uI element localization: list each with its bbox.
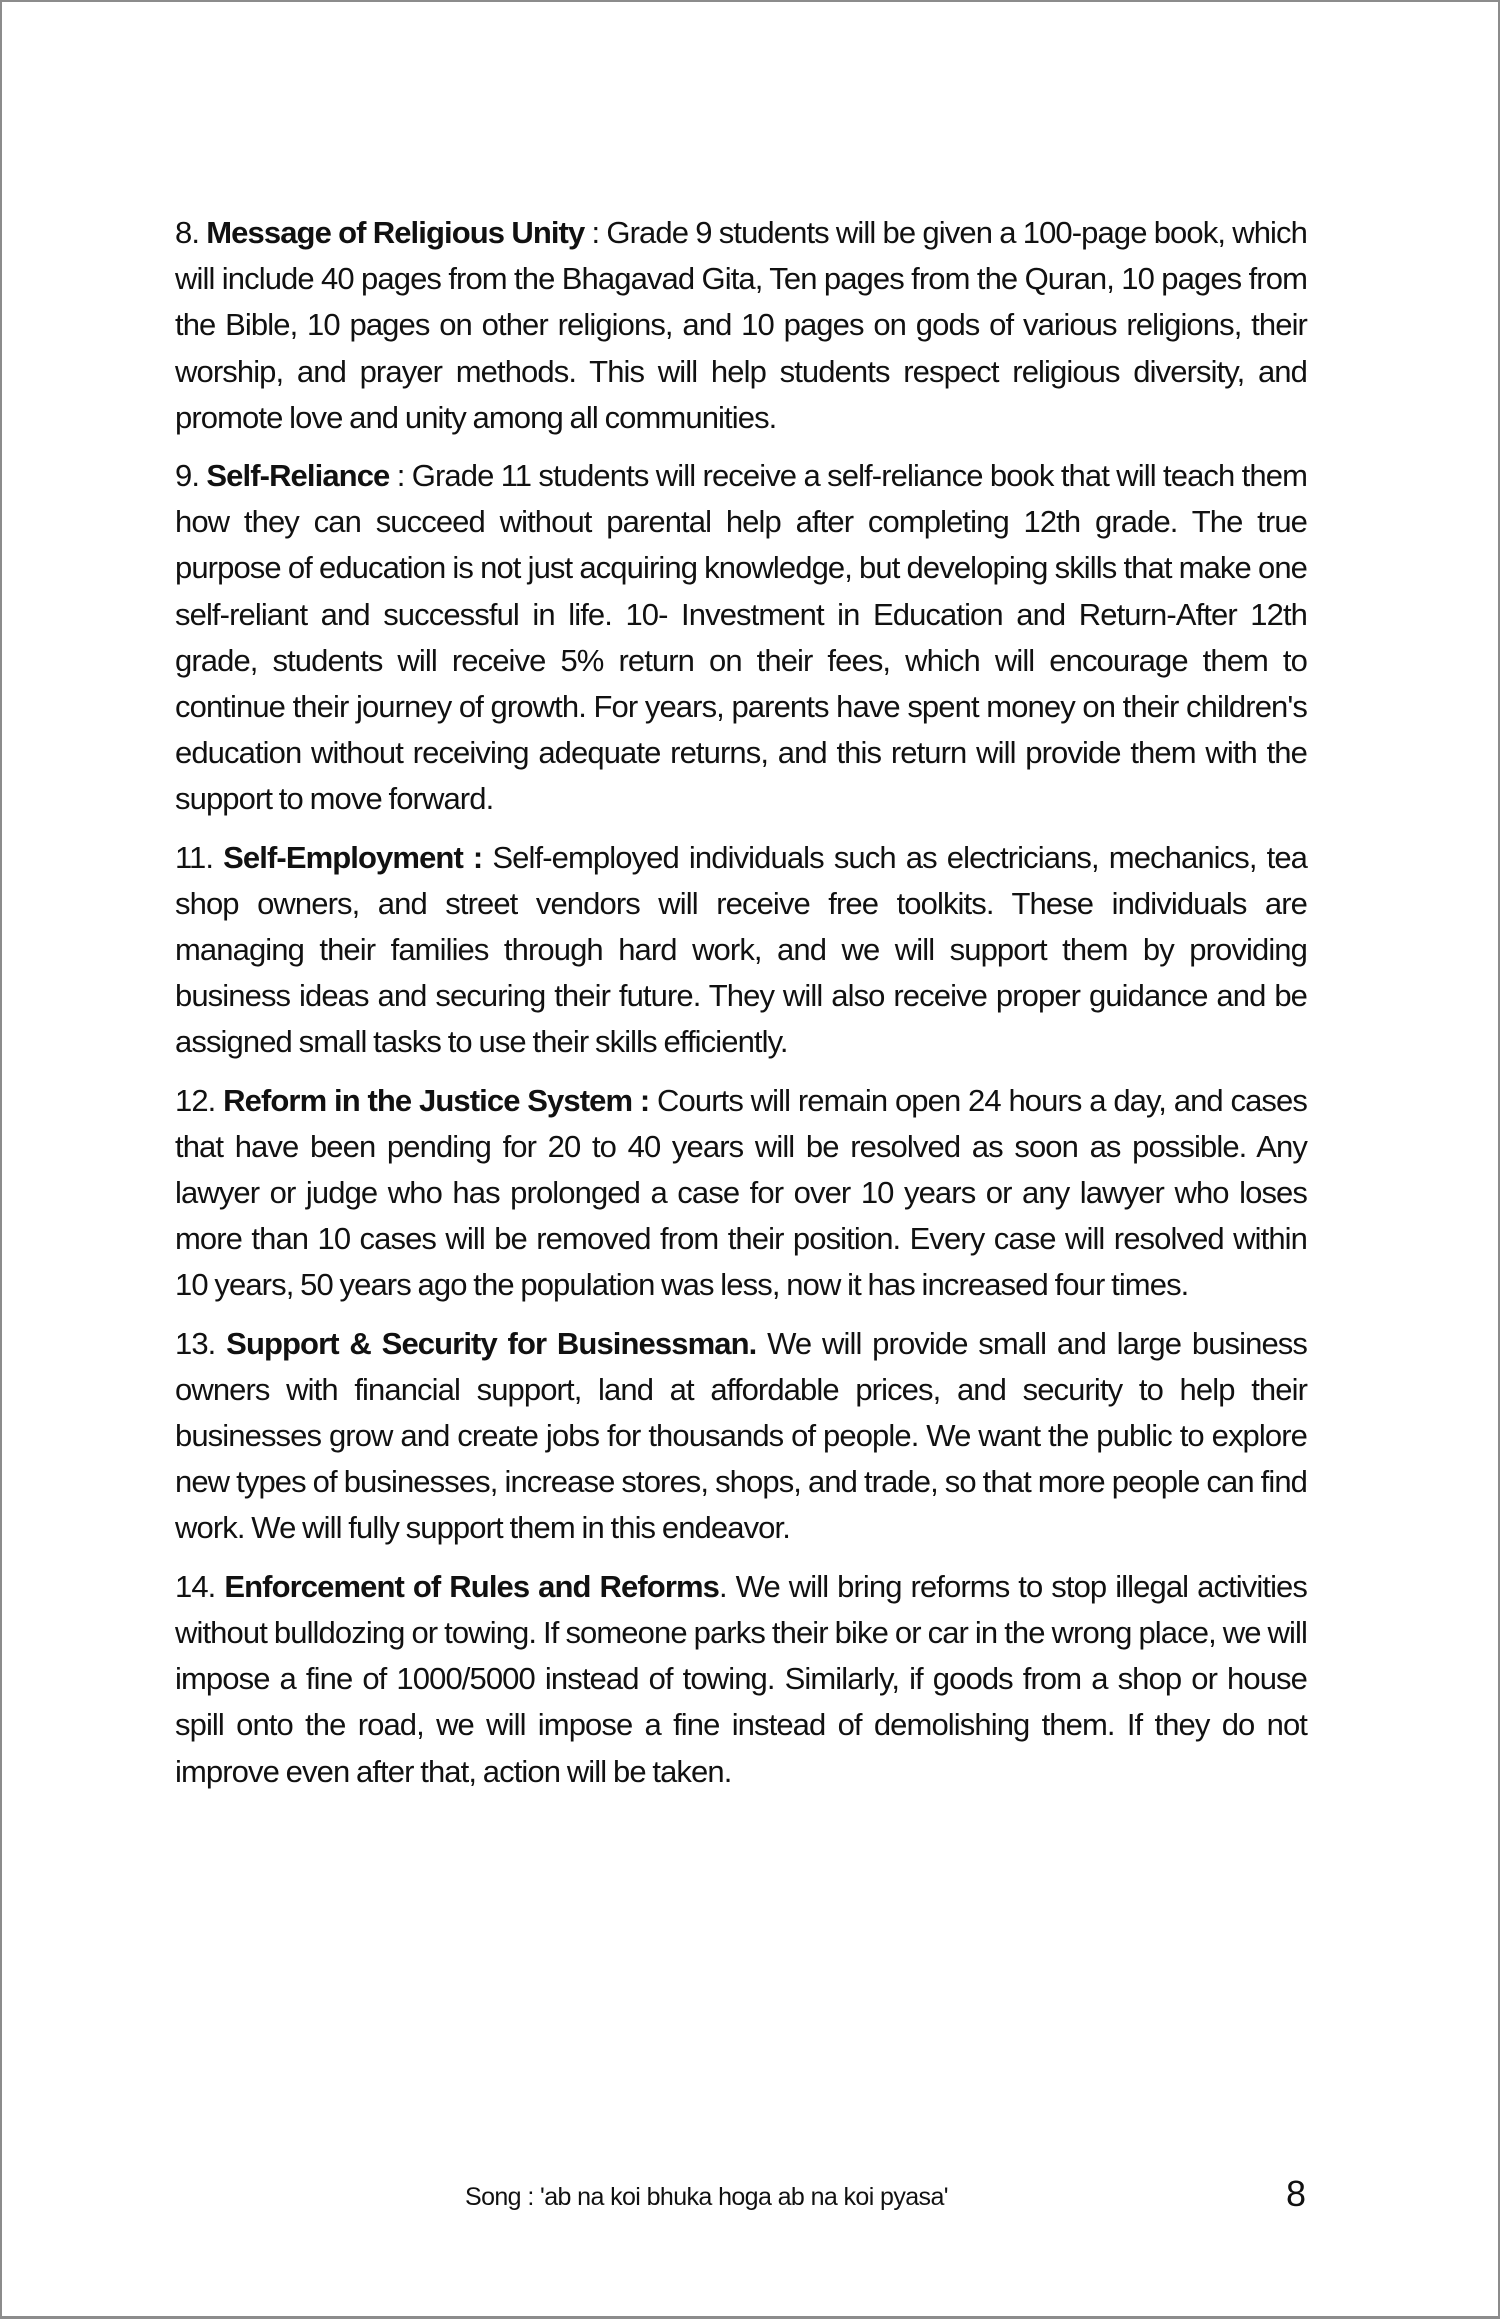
section-rules-enforcement xyxy=(175,1564,1307,1795)
page-content xyxy=(175,210,1307,1807)
section-number: 13. xyxy=(175,1325,216,1361)
section-separator xyxy=(482,840,492,875)
section-heading: Message of Religious Unity xyxy=(206,215,585,250)
section-separator: . xyxy=(719,1568,736,1604)
footer-song-text: Song : 'ab na koi bhuka hoga ab na koi pyasa' xyxy=(465,2183,948,2211)
section-number: 12. xyxy=(175,1082,216,1118)
section-separator xyxy=(649,1083,657,1118)
section-heading: Self-Employment : xyxy=(223,839,483,875)
section-body: We will bring reforms to stop illegal activities without bulldozing or towing. If someone parks their bike or car in the wrong place, we will impose a fine of 1000/5000 instead of towing. Similarly, if goods from a shop or house spill onto the road, we will impose a fine instead of demolishing them. If they do not improve even after that, action will be taken. xyxy=(175,1568,1307,1789)
section-religious-unity xyxy=(175,210,1307,441)
section-body: Grade 9 students will be given a 100-page book, which will include 40 pages from the Bhagavad Gita, Ten pages from the Quran, 10 pages from the Bible, 10 pages on other religions, and 10 pages on gods of various religions, their worship, and prayer methods. This will help students respect religious diversity, and promote love and unity among all communities. xyxy=(175,215,1307,435)
section-number: 14. xyxy=(175,1568,216,1604)
section-heading: Self-Reliance xyxy=(206,458,390,494)
section-heading: Enforcement of Rules and Reforms xyxy=(224,1568,719,1604)
section-body: Self-employed individuals such as electricians, mechanics, tea shop owners, and street vendors will receive free toolkits. These individuals are managing their families through hard work, and we will support them by providing business ideas and securing their future. They will also receive proper guidance and be assigned small tasks to use their skills efficiently. xyxy=(175,839,1308,1060)
section-heading: Support & Security for Businessman. xyxy=(226,1325,757,1361)
section-separator: : xyxy=(584,215,607,250)
section-body: Courts will remain open 24 hours a day, and cases that have been pending for 20 to 40 years will be resolved as soon as possible. Any lawyer or judge who has prolonged a case for over 10 years or any lawyer who loses more than 10 cases will be removed from their position. Every case will resolved within 10 years, 50 years ago the population was less, now it has increased four times. xyxy=(175,1082,1307,1303)
section-separator: : xyxy=(389,458,412,494)
section-heading: Reform in the Justice System : xyxy=(223,1082,650,1118)
section-self-reliance xyxy=(175,453,1307,823)
section-body: Grade 11 students will receive a self-reliance book that will teach them how they can succeed without parental help after completing 12th grade. The true purpose of education is not just acquiring knowledge, but developing skills that make one self-reliant and successful in life. 10- Investment in Education and Return-After 12th grade, students will receive 5% return on their fees, which will encourage them to continue their journey of growth. For years, parents have spent money on their children's education without receiving adequate returns, and this return will provide them with the support to move forward. xyxy=(175,458,1307,817)
section-separator xyxy=(756,1326,767,1361)
section-number: 8. xyxy=(175,215,200,250)
page-number: 8 xyxy=(1286,2173,1307,2214)
section-number: 9. xyxy=(175,458,200,494)
section-body: We will provide small and large business owners with financial support, land at affordable prices, and security to help their businesses grow and create jobs for thousands of people. We want the public to explore new types of businesses, increase stores, shops, and trade, so that more people can find work. We will fully support them in this endeavor. xyxy=(175,1325,1308,1546)
section-number: 11. xyxy=(175,839,214,875)
section-business-support xyxy=(175,1321,1307,1552)
section-self-employment xyxy=(175,835,1307,1066)
section-justice-reform xyxy=(175,1078,1307,1309)
